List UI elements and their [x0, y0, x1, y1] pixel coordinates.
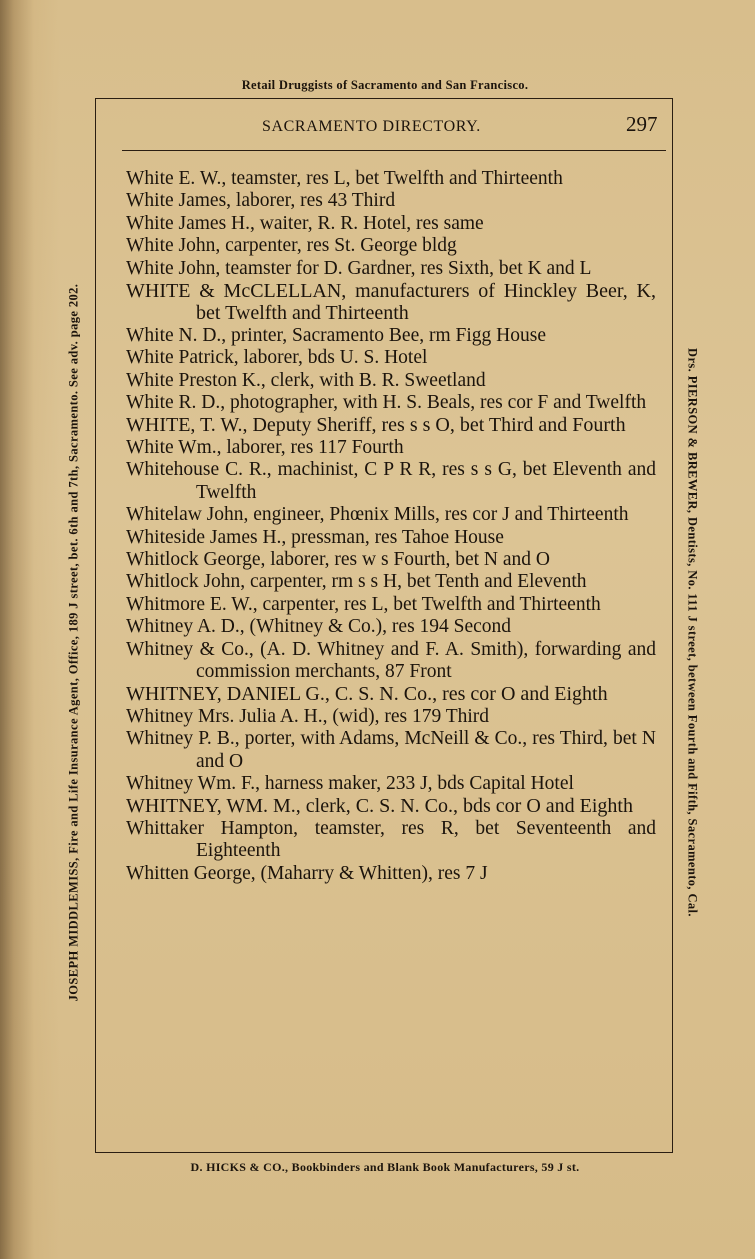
- directory-entry: Whitney & Co., (A. D. Whitney and F. A. Smith), forwarding and commission merchants, 87 Front: [126, 638, 656, 682]
- header-rule: [122, 150, 666, 151]
- directory-entry: White Wm., laborer, res 117 Fourth: [126, 436, 404, 458]
- directory-entry: Whitney A. D., (Whitney & Co.), res 194 Second: [126, 616, 512, 638]
- directory-entry: WHITE, T. W., Deputy Sheriff, res s s O, bet Third and Fourth: [126, 414, 626, 437]
- directory-entry: Whitten George, (Maharry & Whitten), res 7 J: [126, 862, 488, 884]
- directory-entry: White John, carpenter, res St. George bldg: [126, 235, 457, 257]
- directory-entry: Whitney Mrs. Julia A. H., (wid), res 179 Third: [126, 705, 490, 727]
- directory-entry: Whittaker Hampton, teamster, res R, bet Seventeenth and Eighteenth: [126, 817, 656, 862]
- directory-entry: WHITNEY, WM. M., clerk, C. S. N. Co., bds cor O and Eighth: [126, 795, 633, 818]
- directory-entry: Whitlock John, carpenter, rm s s H, bet Tenth and Eleventh: [126, 571, 587, 593]
- directory-entry: Whitlock George, laborer, res w s Fourth, bet N and O: [126, 548, 550, 570]
- left-margin-text: JOSEPH MIDDLEMISS, Fire and Life Insurance Agent, Office, 189 J street, bet. 6th and 7th, Sacramento. See adv. page 202.: [66, 283, 81, 1002]
- top-rule: [95, 98, 673, 99]
- directory-entry: White Preston K., clerk, with B. R. Sweetland: [126, 369, 486, 391]
- top-advertisement: Retail Druggists of Sacramento and San Francisco.: [241, 78, 529, 92]
- directory-entry: White E. W., teamster, res L, bet Twelfth and Thirteenth: [126, 168, 563, 189]
- directory-entries: [126, 168, 656, 885]
- directory-entry: Whitelaw John, engineer, Phœnix Mills, res cor J and Thirteenth: [126, 504, 629, 526]
- directory-entry: WHITNEY, DANIEL G., C. S. N. Co., res cor O and Eighth: [126, 683, 608, 706]
- directory-entry: WHITE & McCLELLAN, manufacturers of Hinckley Beer, K, bet Twelfth and Thirteenth: [126, 280, 656, 325]
- right-margin-text: Drs. PIERSON & BREWER, Dentists, No. 111 J street, between Fourth and Fifth, Sacramento, Cal.: [685, 348, 700, 917]
- directory-entry: White Patrick, laborer, bds U. S. Hotel: [126, 347, 428, 369]
- page-number: 297: [626, 112, 658, 136]
- directory-entry: Whitney Wm. F., harness maker, 233 J, bds Capital Hotel: [126, 772, 574, 794]
- directory-entry: White John, teamster for D. Gardner, res Sixth, bet K and L: [126, 257, 592, 279]
- directory-entry: Whitehouse C. R., machinist, C P R R, res s s G, bet Eleventh and Twelfth: [126, 459, 656, 503]
- directory-entry: Whitmore E. W., carpenter, res L, bet Twelfth and Thirteenth: [126, 593, 601, 615]
- directory-entry: White James, laborer, res 43 Third: [126, 190, 396, 212]
- directory-entry: White R. D., photographer, with H. S. Beals, res cor F and Twelfth: [126, 392, 647, 414]
- directory-entry: White N. D., printer, Sacramento Bee, rm Figg House: [126, 324, 546, 346]
- directory-entry: Whiteside James H., pressman, res Tahoe House: [126, 526, 504, 548]
- directory-entry: White James H., waiter, R. R. Hotel, res same: [126, 212, 484, 234]
- bottom-advertisement: D. HICKS & CO., Bookbinders and Blank Book Manufacturers, 59 J st.: [190, 1160, 580, 1174]
- directory-entry: Whitney P. B., porter, with Adams, McNeill & Co., res Third, bet N and O: [126, 728, 656, 772]
- bottom-rule: [95, 1152, 673, 1153]
- left-frame-rule: [95, 98, 96, 1153]
- running-head: SACRAMENTO DIRECTORY.: [262, 118, 481, 135]
- right-frame-rule: [672, 98, 673, 1153]
